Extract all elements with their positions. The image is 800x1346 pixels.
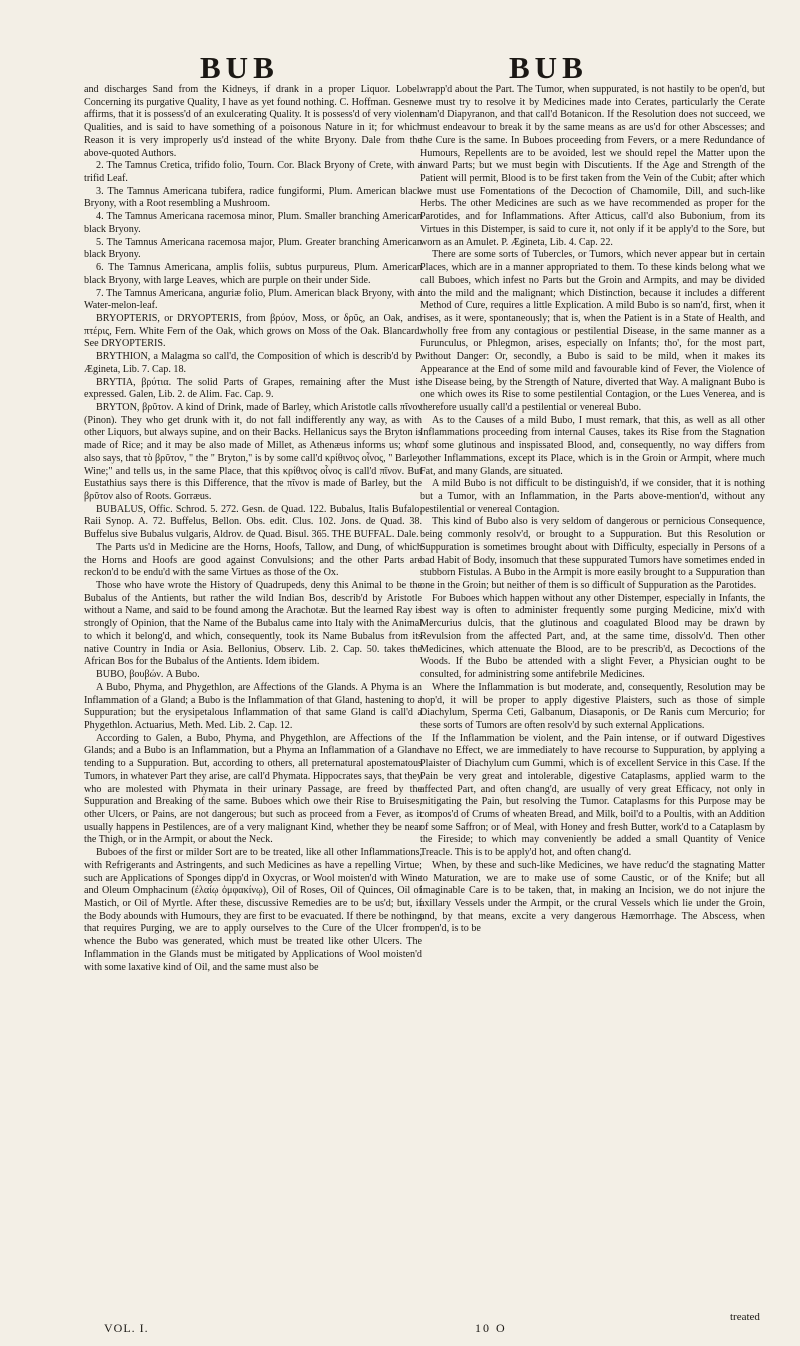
paragraph: Those who have wrote the History of Quadrupeds, deny this Animal to be the Bubalus of the Antients, but rather the wild Indian Bos, describ'd by Aristotle without a Name, and said to be found among the Arachotæ. But the learned Ray is strongly of Opinion, that the Name of the Bubalus came into Italy with the Animal to which it belong'd, and which, consequently, took its Name Bubalus from its native Country in India or Asia. Bellonius, Observ. Lib. 2. Cap. 50. takes the African Bos for the Bubalus of the Antients. Idem ibidem. [84, 580, 422, 668]
paragraph: 6. The Tamnus Americana, amplis foliis, subtus purpureus, Plum. American black Bryony, with large Leaves, which are purple on their under Side. [84, 262, 422, 286]
paragraph: 4. The Tamnus Americana racemosa minor, Plum. Smaller branching American black Bryony. [84, 211, 422, 235]
paragraph: 2. The Tamnus Cretica, trifido folio, Tourn. Cor. Black Bryony of Crete, with a trifid Leaf. [84, 160, 422, 185]
catchword: treated [730, 1311, 760, 1323]
paragraph: There are some sorts of Tubercles, or Tumors, which never appear but in certain Places, which are in a manner appropriated to them. To these kinds belong what we call Buboes, which infest no Parts but the Groin and Armpits, and may be divided into the mild and the malignant; which Distinction, because it includes a different Method of Cure, requires a little Explication. A mild Bubo is so nam'd, first, when it rises, as it were, spontaneously; that is, when the Patient is in a State of Health, and wholly free from any contagious or pestilential Disease, in the same manner as a Furunculus, or Phlegmon, arises, especially on Infants; tho', for the most part, without Danger: Or, secondly, a Bubo is said to be mild, when it makes its Appearance at the End of some mild and favourable kind of Fever, the Violence of the Disease being, by the Strength of Nature, diverted that Way. A malignant Bubo is one which owes its Rise to some pestilential Contagion, or the Lues Venerea, and is therefore usually call'd a pestilential or venereal Bubo. [420, 249, 765, 413]
running-head-right: BUB [509, 50, 588, 85]
paragraph: wrapp'd about the Part. The Tumor, when suppurated, is not hastily to be open'd, but we must try to resolve it by Medicines made into Cerates, particularly the Cerate nam'd Diapyranon, and that call'd Botanicon. If the Resolution does not succeed, we must endeavour to break it by the same means as are us'd for other Abscesses; and the Cure is the same. In Buboes proceeding from Fevers, or a mere Redundance of Humours, Repellents are to be avoided, lest we should repel the Matter upon the inward Parts; but we must begin with Discutients. If the Age and Strength of the Patient will permit, Blood is to be first taken from the Vein of the Cubit; after which we must use Fomentations of the Decoction of Chamomile, Dill, and such-like Herbs. The other Medicines are such as we have recommended as proper for the Parotides, and for Inflammations. After Atticus, call'd also Bubonium, from its Virtues in this Distemper, is said to cure it, not only if it be apply'd to the Sore, but worn as an Amulet. P. Ægineta, Lib. 4. Cap. 22. [420, 84, 765, 248]
paragraph: 3. The Tamnus Americana tubifera, radice fungiformi, Plum. American black Bryony, with a Root resembling a Mushroom. [84, 185, 422, 210]
paragraph: BRYTIA, βρύτια. The solid Parts of Grapes, remaining after the Must is expressed. Galen, Lib. 2. de Alim. Fac. Cap. 9. [84, 376, 422, 401]
paragraph: When, by these and such-like Medicines, we have reduc'd the stagnating Matter to Maturation, we are to make use of some Caustic, or of the Knife; but all imaginable Care is to be taken, that, in making an Incision, we do not injure the axillary Vessels under the Armpit, or the crural Vessels which lie under the Groin, and, by that means, excite a very dangerous Hæmorrhage. The Abscess, when open'd, is to be [420, 859, 765, 935]
paragraph: and discharges Sand from the Kidneys, if drank in a proper Liquor. Lobel. Concerning its purgative Quality, I have as yet found nothing. C. Hoffman. Gesner affirms, that it is possess'd of an exulcerating Quality. It is possess'd of very violent Qualities, and is said to have something of a poisonous Nature in it; for which Reason it is very improperly us'd instead of the white Bryony. Dale from the above-quoted Authors. [84, 84, 422, 159]
paragraph: BRYTHION, a Malagma so call'd, the Composition of which is describ'd by P. Ægineta, Lib. 7. Cap. 18. [84, 351, 422, 375]
paragraph: This kind of Bubo also is very seldom of dangerous or pernicious Consequence, being commonly resolv'd, or brought to a Suppuration. But this Resolution or Suppuration is sometimes brought about with Difficulty, especially in Persons of a bad Habit of Body, insomuch that these suppurated Tumors have sometimes ended in stubborn Fistulas. A Bubo in the Armpit is more easily brought to a Suppuration than one in the Groin; but neither of them is so difficult of Suppuration as the Parotides. [420, 516, 765, 592]
paragraph: Where the Inflammation is but moderate, and, consequently, Resolution may be hop'd, it will be proper to apply digestive Plaisters, such as those of simple Diachylum, Sperma Ceti, Galbanum, Diasaponis, or De Ranis cum Mercurio; for these sorts of Tumors are often resolv'd by such external Applications. [420, 681, 765, 731]
paragraph: 7. The Tamnus Americana, anguriæ folio, Plum. American black Bryony, with a Water-melon-leaf. [84, 287, 422, 312]
paragraph: BUBO, βουβών. A Bubo. [96, 669, 200, 681]
volume-number: VOL. I. [104, 1321, 149, 1335]
right-text-column [420, 84, 765, 1324]
paragraph: BUBALUS, Offic. Schrod. 5. 272. Gesn. de Quad. 122. Bubalus, Italis Bufalo, Raii Synop. A. 72. Buffelus, Bellon. Obs. edit. Clus. 102. Jons. de Quad. 38. Buffelus sive Bubalus vulgaris, Aldrov. de Quad. Bisul. 365. THE BUFFAL. Dale. [84, 503, 422, 541]
paragraph: 5. The Tamnus Americana racemosa major, Plum. Greater branching American black Bryony. [84, 236, 422, 261]
running-head-left: BUB [200, 50, 279, 85]
paragraph: For Buboes which happen without any other Distemper, especially in Infants, the best way is often to administer frequently some purging Medicine, mix'd with Mercurius dulcis, that the glutinous and coagulated Blood may be drawn by Revulsion from the affected Part, and, at the same time, dissolv'd. Then other Medicines, which attenuate the Blood, are to be prescrib'd, as Decoctions of the Woods. If the Bubo be attended with a slight Fever, a Physician ought to be consulted, for administring some antifebrile Medicines. [420, 592, 765, 681]
paragraph: BRYOPTERIS, or DRYOPTERIS, from βρύον, Moss, or δρῦς, an Oak, and πτέρις, Fern. White Fern of the Oak, which grows on Moss of the Oak. Blancard. See DRYOPTERIS. [84, 312, 422, 350]
paragraph: As to the Causes of a mild Bubo, I must remark, that this, as well as all other Inflammations proceeding from internal Causes, takes its Rise from the Stagnation of some glutinous and inspissated Blood, and, consequently, no way differs from other Inflammations, except its Place, which is in the Groin or Armpit, where much Fat, and many Glands, are situated. [420, 414, 765, 477]
paragraph: Buboes of the first or milder Sort are to be treated, like all other Inflammations, with Refrigerants and Astringents, and such Medicines as have a repelling Virtue; such are Applications of Sponges dipp'd in Oxycras, or Wool moisten'd with Wine and Oleum Omphacinum (ἐλαίῳ ὀμφακίνῳ), Oil of Roses, Oil of Quinces, Oil of Mastich, or Oil of Myrtle. After these, discussive Remedies are to be us'd; but, if the Body abounds with Humours, they are first to be evacuated. If there be nothing that requires Purging, we are to apply ourselves to the Cure of the Ulcer from whence the Bubo was generated, which must be treated like other Ulcers. The Inflammation in the Glands must be mitigated by Applications of Wool moisten'd with some laxative kind of Oil, and the same must also be [84, 847, 422, 973]
paragraph: According to Galen, a Bubo, Phyma, and Phygethlon, are Affections of the Glands; and a Bubo is an Inflammation, but a Phyma an Inflammation of a Gland tending to a Suppuration. But, according to others, all preternatural apostematous Tumors, in whatever Part they arise, are call'd Phymata. Hippocrates says, that they who are molested with Phymata in their urinary Passage, are freed by the Suppuration and Breaking of the same. Buboes which owe their Rise to Bruises, other Ulcers, or Pains, are not dangerous; but such as proceed from a Fever, as it usually happens in Pestilences, are of a very malignant Kind, whether they be near the Thigh, or in the Armpit, or about the Neck. [84, 732, 422, 846]
paragraph: The Parts us'd in Medicine are the Horns, Hoofs, Tallow, and Dung, of which the Horns and Hoofs are good against Convulsions; and the other Parts are reckon'd to be endu'd with the same Virtues as those of the Ox. [84, 541, 422, 579]
left-text-column [84, 84, 422, 1324]
paragraph: A Bubo, Phyma, and Phygethlon, are Affections of the Glands. A Phyma is an Inflammation of a Gland; a Bubo is the Inflammation of that Gland, hastening to a Suppuration; but the erysipetalous Inflammation of that same Gland is call'd a Phygethlon. Actuarius, Meth. Med. Lib. 2. Cap. 12. [84, 681, 422, 731]
paragraph: If the Inflammation be violent, and the Pain intense, or if outward Digestives have no Effect, we are immediately to have recourse to Suppuration, by applying a Plaister of Diachylum cum Gummi, which is of excellent Service in this Case. If the Pain be very great and intolerable, digestive Cataplasms, applied warm to the affected Part, and often chang'd, are usually of very great Efficacy, not only in mitigating the Pain, but resolving the Tumor. Cataplasms for this Purpose may be compos'd of Crums of wheaten Bread, and Milk, boil'd to a Poultis, with an Addition of some Saffron; or of Meal, with Honey and fresh Butter, work'd to a Cataplasm by the Fireside; to which may conveniently be added a small Quantity of Venice Treacle. This is to be apply'd hot, and often chang'd. [420, 732, 765, 859]
paragraph: A mild Bubo is not difficult to be distinguish'd, if we consider, that it is nothing but a Tumor, with an Inflammation, in the Parts above-mention'd, without any pestilential or venereal Contagion. [420, 478, 765, 515]
signature-mark: 10 O [475, 1321, 507, 1335]
paragraph: BRYTON, βρῦτον. A kind of Drink, made of Barley, which Aristotle calls πῖνον (Pinon). They who get drunk with it, do not fall indifferently any way, as with other Liquors, but always supine, and on their Backs. Hellanicus says the Bryton is made of Rice; and it may be also made of Millet, as Athenæus informs us; who also says, that τὸ βρῦτον, " the " Bryton," is by some call'd κρίθινος οἶνος, " Barley Wine;" and tells us, in the same Place, that this κρίθινος οἶνος is call'd πῖνον. But Eustathius says there is this Difference, that the πῖνον is made of Barley, but the βρῦτον also of Roots. Gorræus. [84, 401, 422, 502]
